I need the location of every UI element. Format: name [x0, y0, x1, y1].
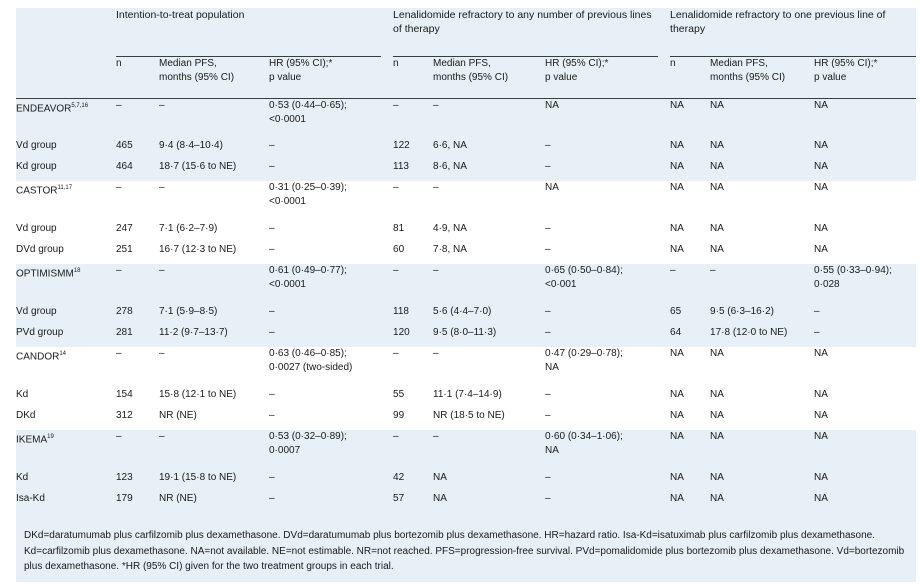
table-cell: 0·61 (0·49–0·77); <0·0001 [269, 264, 381, 305]
col-median-pfs: Median PFS, months (95% CI) [710, 56, 814, 98]
table-cell: 11·1 (7·4–14·9) [433, 388, 545, 409]
table-cell: 57 [393, 492, 433, 513]
table-cell: 281 [116, 326, 159, 347]
table-cell: – [159, 181, 269, 222]
table-cell: – [269, 388, 381, 409]
arm-row [16, 409, 916, 430]
table-cell: NA [710, 243, 814, 264]
table-cell: NA [814, 388, 916, 409]
arm-row [16, 222, 916, 243]
header-column-row [16, 56, 916, 98]
table-cell: NA [433, 492, 545, 513]
table-cell: 65 [670, 305, 710, 326]
table-cell: – [269, 139, 381, 160]
study-name: ENDEAVOR$^{5,7,16}$ [16, 98, 116, 139]
reference-superscript: 11,17 [57, 185, 73, 191]
arm-row [16, 305, 916, 326]
arm-name: Kd [16, 388, 116, 409]
table-cell: 113 [393, 160, 433, 181]
table-cell: 55 [393, 388, 433, 409]
table-cell: – [545, 471, 658, 492]
table-cell: – [710, 264, 814, 305]
col-n: n [670, 56, 710, 98]
table-cell: 9·5 (8·0–11·3) [433, 326, 545, 347]
table-cell: NR (NE) [159, 492, 269, 513]
table-cell: NA [814, 430, 916, 471]
table-cell: – [393, 430, 433, 471]
table-cell: – [269, 222, 381, 243]
group-header-itt: Intention-to-treat population [116, 8, 381, 56]
table-cell: 6·6, NA [433, 139, 545, 160]
arm-row [16, 492, 916, 513]
table-cell: NA [814, 222, 916, 243]
table-cell: 278 [116, 305, 159, 326]
table-cell: 18·7 (15·6 to NE) [159, 160, 269, 181]
table-cell: – [269, 492, 381, 513]
study-row [16, 264, 916, 305]
table-cell: – [116, 264, 159, 305]
table-cell: 179 [116, 492, 159, 513]
table-cell: 123 [116, 471, 159, 492]
table-cell: – [159, 347, 269, 388]
table-cell: 81 [393, 222, 433, 243]
table-cell: 0·31 (0·25–0·39); <0·0001 [269, 181, 381, 222]
table-cell: – [670, 264, 710, 305]
table-cell: 42 [393, 471, 433, 492]
table-cell: NA [670, 388, 710, 409]
table-cell: 17·8 (12·0 to NE) [710, 326, 814, 347]
study-row [16, 181, 916, 222]
header-group-row [16, 8, 916, 56]
table-cell: NA [710, 471, 814, 492]
table-cell: NA [670, 222, 710, 243]
table-cell: 465 [116, 139, 159, 160]
col-median-pfs: Median PFS, months (95% CI) [433, 56, 545, 98]
table-cell: 0·60 (0·34–1·06); NA [545, 430, 658, 471]
table-cell: 7·8, NA [433, 243, 545, 264]
arm-name: Vd group [16, 222, 116, 243]
table-cell: NA [545, 181, 658, 222]
table-cell: NA [814, 471, 916, 492]
table-cell: 16·7 (12·3 to NE) [159, 243, 269, 264]
arm-name: DKd [16, 409, 116, 430]
arm-row [16, 139, 916, 160]
table-cell: – [545, 139, 658, 160]
table-cell: 0·55 (0·33–0·94); 0·028 [814, 264, 916, 305]
table-cell: – [159, 430, 269, 471]
table-cell: – [545, 305, 658, 326]
table-cell: 120 [393, 326, 433, 347]
table-cell: NA [710, 492, 814, 513]
table-cell: 64 [670, 326, 710, 347]
table-cell: 11·2 (9·7–13·7) [159, 326, 269, 347]
table-cell: NA [710, 388, 814, 409]
study-name: IKEMA$^{19}$ [16, 430, 116, 471]
table-cell: – [393, 347, 433, 388]
table-cell: NA [433, 471, 545, 492]
table-cell: NA [670, 430, 710, 471]
group-header-len-one: Lenalidomide refractory to one previous line of therapy [670, 8, 916, 56]
study-name: CASTOR$^{11,17}$ [16, 181, 116, 222]
arm-name: DVd group [16, 243, 116, 264]
table-cell: NA [670, 181, 710, 222]
table-cell: 0·63 (0·46–0·85); 0·0027 (two-sided) [269, 347, 381, 388]
pfs-table [16, 8, 916, 513]
table-cell: 122 [393, 139, 433, 160]
table-panel [16, 8, 916, 582]
table-cell: – [116, 181, 159, 222]
table-cell: 9·4 (8·4–10·4) [159, 139, 269, 160]
group-header-len-any: Lenalidomide refractory to any number of previous lines of therapy [393, 8, 658, 56]
table-cell: – [116, 430, 159, 471]
table-cell: – [433, 98, 545, 139]
table-cell: NA [670, 347, 710, 388]
table-cell: 4·9, NA [433, 222, 545, 243]
table-cell: – [433, 430, 545, 471]
table-cell: – [433, 264, 545, 305]
table-cell: 15·8 (12·1 to NE) [159, 388, 269, 409]
col-n: n [116, 56, 159, 98]
col-hr: HR (95% CI);* p value [545, 56, 658, 98]
table-cell: 0·53 (0·32–0·89); 0·0007 [269, 430, 381, 471]
table-cell: 464 [116, 160, 159, 181]
table-cell: 154 [116, 388, 159, 409]
table-cell: – [269, 305, 381, 326]
table-cell: – [269, 160, 381, 181]
reference-superscript: 18 [73, 268, 81, 274]
table-cell: 9·5 (6·3–16·2) [710, 305, 814, 326]
study-name: CANDOR$^{14}$ [16, 347, 116, 388]
arm-row [16, 160, 916, 181]
arm-name: PVd group [16, 326, 116, 347]
table-cell: NA [814, 243, 916, 264]
table-cell: 0·47 (0·29–0·78); NA [545, 347, 658, 388]
table-cell: NA [710, 98, 814, 139]
table-cell: NA [670, 243, 710, 264]
reference-superscript: 5,7,16 [71, 102, 89, 109]
table-cell: – [545, 222, 658, 243]
arm-name: Kd group [16, 160, 116, 181]
col-hr: HR (95% CI);* p value [269, 56, 381, 98]
table-cell: 7·1 (5·9–8·5) [159, 305, 269, 326]
arm-row [16, 326, 916, 347]
table-cell: 312 [116, 409, 159, 430]
table-cell: 8·6, NA [433, 160, 545, 181]
table-cell: NA [670, 492, 710, 513]
table-cell: NA [814, 492, 916, 513]
table-cell: – [269, 243, 381, 264]
table-cell: NA [670, 409, 710, 430]
study-row [16, 430, 916, 471]
table-cell: – [814, 326, 916, 347]
table-cell: – [393, 264, 433, 305]
table-cell: 0·65 (0·50–0·84); <0·001 [545, 264, 658, 305]
table-cell: – [159, 98, 269, 139]
col-hr: HR (95% CI);* p value [814, 56, 916, 98]
col-median-pfs: Median PFS, months (95% CI) [159, 56, 269, 98]
table-cell: 5·6 (4·4–7·0) [433, 305, 545, 326]
table-cell: – [545, 492, 658, 513]
table-cell: – [545, 160, 658, 181]
study-name: OPTIMISMM$^{18}$ [16, 264, 116, 305]
table-cell: – [116, 98, 159, 139]
table-cell: 0·53 (0·44–0·65); <0·0001 [269, 98, 381, 139]
arm-name: Vd group [16, 305, 116, 326]
table-cell: NA [814, 347, 916, 388]
col-n: n [393, 56, 433, 98]
table-cell: 7·1 (6·2–7·9) [159, 222, 269, 243]
arm-row [16, 388, 916, 409]
table-cell: NA [814, 181, 916, 222]
reference-superscript: 14 [59, 351, 67, 357]
table-cell: 60 [393, 243, 433, 264]
table-cell: – [545, 388, 658, 409]
table-cell: 99 [393, 409, 433, 430]
reference-superscript: 19 [47, 434, 54, 440]
footnote: DKd=daratumumab plus carfilzomib plus dexamethasone. DVd=daratumumab plus bortezomib plus dexamethasone. HR=hazard ratio. Isa-Kd=isatuximab plus carfilzomib plus dexamethasone. Kd=carfilzomib plus dexamethasone. NA=not available. NE=not estimable. NR=not reached. PFS=progression-free survival. PVd=pomalidomide plus bortezomib plus dexamethasone. Vd=bortezomib plus dexamethasone. *HR (95% CI) given for the two treatment groups in each trial. [24, 530, 905, 572]
table-cell: NR (NE) [159, 409, 269, 430]
table-cell: 251 [116, 243, 159, 264]
table-cell: 247 [116, 222, 159, 243]
table-cell: – [269, 471, 381, 492]
table-cell: – [159, 264, 269, 305]
table-cell: NA [710, 347, 814, 388]
table-cell: NA [670, 160, 710, 181]
table-cell: 19·1 (15·8 to NE) [159, 471, 269, 492]
table-cell: NA [710, 409, 814, 430]
table-body [16, 98, 916, 513]
table-cell: – [433, 347, 545, 388]
table-cell: – [545, 409, 658, 430]
table-cell: NA [814, 409, 916, 430]
arm-name: Kd [16, 471, 116, 492]
table-cell: – [433, 181, 545, 222]
table-cell: NA [814, 139, 916, 160]
table-cell: – [393, 181, 433, 222]
arm-row [16, 471, 916, 492]
table-cell: NA [670, 471, 710, 492]
table-cell: NA [710, 160, 814, 181]
table-cell: NA [710, 139, 814, 160]
table-cell: 118 [393, 305, 433, 326]
arm-name: Vd group [16, 139, 116, 160]
table-cell: NA [545, 98, 658, 139]
table-cell: – [116, 347, 159, 388]
study-row [16, 98, 916, 139]
table-cell: NA [710, 181, 814, 222]
table-cell: NA [670, 98, 710, 139]
study-row [16, 347, 916, 388]
table-cell: – [545, 243, 658, 264]
table-cell: – [269, 409, 381, 430]
table-cell: NA [814, 160, 916, 181]
table-cell: NR (18·5 to NE) [433, 409, 545, 430]
table-cell: NA [710, 222, 814, 243]
arm-row [16, 243, 916, 264]
table-cell: NA [710, 430, 814, 471]
table-cell: – [814, 305, 916, 326]
arm-name: Isa-Kd [16, 492, 116, 513]
table-cell: – [269, 326, 381, 347]
table-cell: – [393, 98, 433, 139]
table-cell: NA [814, 98, 916, 139]
table-cell: NA [670, 139, 710, 160]
table-cell: – [545, 326, 658, 347]
